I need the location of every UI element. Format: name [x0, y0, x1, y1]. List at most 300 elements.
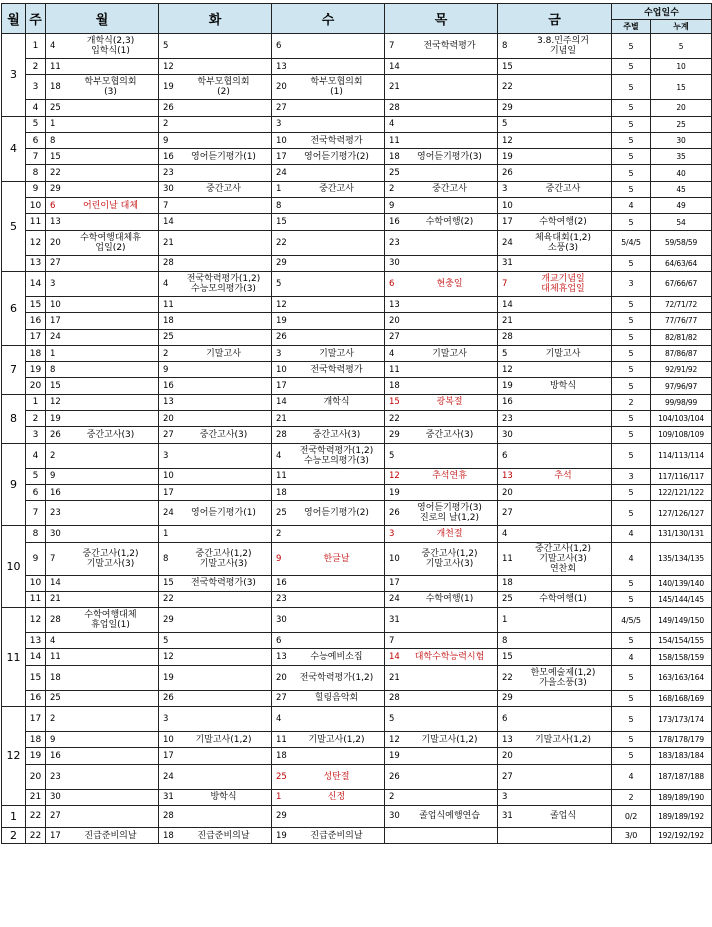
date-number: 28 — [502, 332, 513, 343]
date-number: 21 — [389, 82, 400, 93]
week-cell: 8 — [26, 165, 46, 181]
date-number: 4 — [50, 41, 56, 51]
weekly-days: 5 — [612, 732, 651, 748]
cumulative-days: 122/121/122 — [651, 484, 712, 500]
event-label: 추석연휴 — [432, 471, 467, 482]
date-number: 18 — [276, 750, 287, 761]
week-row — [2, 59, 712, 75]
date-number: 26 — [276, 332, 287, 343]
day-cell — [385, 789, 498, 805]
cumulative-days: 72/71/72 — [651, 296, 712, 312]
day-cell — [272, 132, 385, 148]
date-number: 15 — [50, 381, 61, 392]
weekly-days: 5 — [612, 665, 651, 690]
date-number: 6 — [502, 714, 508, 725]
date-number: 11 — [389, 364, 400, 375]
event-label: 수학여행대체휴 업일(2) — [80, 232, 141, 253]
event-label: 수학여행(1) — [425, 594, 474, 605]
date-number: 7 — [502, 278, 508, 289]
day-cell — [498, 411, 612, 427]
day-cell — [498, 748, 612, 764]
day-cell — [159, 608, 272, 633]
date-number: 7 — [389, 41, 395, 51]
day-cell — [498, 100, 612, 116]
day-cell — [159, 707, 272, 732]
week-cell: 13 — [26, 255, 46, 271]
date-number: 9 — [163, 364, 169, 375]
day-cell — [159, 34, 272, 59]
day-cell — [498, 296, 612, 312]
weekly-days: 4/5/5 — [612, 608, 651, 633]
cumulative-days: 183/183/184 — [651, 748, 712, 764]
day-cell — [46, 707, 159, 732]
day-cell — [159, 805, 272, 827]
day-cell — [498, 378, 612, 394]
week-row — [2, 181, 712, 197]
cumulative-days: 10 — [651, 59, 712, 75]
day-cell — [46, 59, 159, 75]
date-number: 15 — [50, 151, 61, 162]
week-cell: 19 — [26, 748, 46, 764]
day-cell — [159, 116, 272, 132]
date-number: 3 — [163, 714, 169, 725]
date-number: 27 — [276, 102, 287, 113]
month-cell: 2 — [2, 827, 26, 843]
date-number: 29 — [276, 811, 287, 822]
date-number: 18 — [389, 151, 400, 162]
event-label: 중간고사(3) — [425, 429, 474, 440]
date-number: 19 — [276, 315, 287, 326]
date-number: 19 — [389, 750, 400, 761]
event-label: 중간고사(3) — [199, 429, 248, 440]
day-cell — [272, 748, 385, 764]
date-number: 9 — [50, 471, 56, 482]
cumulative-days: 114/113/114 — [651, 443, 712, 468]
cumulative-days: 145/144/145 — [651, 591, 712, 607]
day-cell — [385, 329, 498, 345]
date-number: 7 — [163, 200, 169, 211]
date-number: 8 — [50, 364, 56, 375]
week-row — [2, 198, 712, 214]
date-number: 13 — [276, 61, 287, 72]
date-number: 21 — [276, 413, 287, 424]
date-number: 7 — [50, 553, 56, 564]
date-number: 8 — [50, 135, 56, 146]
week-cell: 9 — [26, 542, 46, 575]
week-cell: 18 — [26, 345, 46, 361]
day-cell — [385, 116, 498, 132]
event-label: 학부모협의회 (3) — [84, 77, 137, 98]
date-number: 28 — [163, 258, 174, 269]
cumulative-days: 5 — [651, 34, 712, 59]
event-label: 광복절 — [436, 397, 463, 408]
date-number: 25 — [163, 332, 174, 343]
day-cell — [385, 100, 498, 116]
event-label: 전국학력평가(1,2) 수능모의평가(3) — [186, 273, 261, 294]
date-number: 16 — [50, 487, 61, 498]
date-number: 1 — [50, 119, 56, 130]
event-label: 영어듣기평가(1) — [191, 508, 256, 519]
week-cell: 17 — [26, 329, 46, 345]
day-cell — [498, 329, 612, 345]
day-cell — [272, 75, 385, 100]
date-number: 16 — [502, 397, 513, 408]
day-cell — [498, 345, 612, 361]
event-label: 진급준비의날 — [197, 830, 250, 841]
day-cell — [272, 591, 385, 607]
date-number: 15 — [276, 217, 287, 228]
day-cell — [498, 59, 612, 75]
week-row — [2, 827, 712, 843]
day-cell — [159, 591, 272, 607]
date-number: 9 — [276, 553, 282, 564]
day-cell — [498, 690, 612, 706]
week-cell: 11 — [26, 214, 46, 230]
date-number: 19 — [50, 413, 61, 424]
date-number: 18 — [163, 315, 174, 326]
event-label: 성탄절 — [323, 771, 350, 782]
day-cell — [498, 665, 612, 690]
week-cell: 15 — [26, 296, 46, 312]
date-number: 13 — [502, 734, 513, 745]
event-label: 전국학력평가(3) — [191, 578, 256, 589]
day-cell — [385, 805, 498, 827]
weekly-days: 5 — [612, 501, 651, 526]
day-cell — [159, 132, 272, 148]
event-label: 개천절 — [436, 528, 463, 539]
weekly-days: 5 — [612, 345, 651, 361]
day-cell — [272, 255, 385, 271]
week-cell: 4 — [26, 443, 46, 468]
day-cell — [46, 633, 159, 649]
date-number: 10 — [163, 734, 174, 745]
day-cell — [46, 427, 159, 443]
event-label: 중간고사(1,2) 기말고사(3) — [195, 548, 252, 569]
cumulative-days: 40 — [651, 165, 712, 181]
weekly-days: 4 — [612, 198, 651, 214]
day-cell — [498, 313, 612, 329]
date-number: 26 — [502, 168, 513, 179]
weekly-days: 3 — [612, 468, 651, 484]
weekly-days: 4 — [612, 542, 651, 575]
day-cell — [498, 255, 612, 271]
day-cell — [385, 378, 498, 394]
day-cell — [159, 329, 272, 345]
cumulative-days: 173/173/174 — [651, 707, 712, 732]
day-cell — [46, 214, 159, 230]
month-cell: 12 — [2, 707, 26, 806]
week-row — [2, 649, 712, 665]
day-cell — [46, 827, 159, 843]
week-row — [2, 789, 712, 805]
event-label: 졸업식 — [549, 811, 577, 822]
day-cell — [159, 427, 272, 443]
event-label: 한모예술제(1,2) 가을소풍(3) — [530, 667, 596, 688]
event-label: 기말고사 — [432, 348, 467, 359]
day-cell — [385, 732, 498, 748]
date-number: 2 — [389, 792, 395, 803]
date-number: 28 — [389, 102, 400, 113]
week-cell: 9 — [26, 181, 46, 197]
date-number: 29 — [502, 693, 513, 704]
day-cell — [385, 575, 498, 591]
day-cell — [498, 362, 612, 378]
day-cell — [46, 230, 159, 255]
day-cell — [385, 75, 498, 100]
event-label: 기말고사(1,2) — [308, 734, 365, 745]
cumulative-days: 30 — [651, 132, 712, 148]
date-number: 17 — [163, 750, 174, 761]
week-cell: 11 — [26, 591, 46, 607]
date-number: 16 — [50, 750, 61, 761]
weekly-days: 5 — [612, 34, 651, 59]
day-cell — [272, 271, 385, 296]
date-number: 25 — [389, 168, 400, 179]
date-number: 11 — [50, 61, 61, 72]
day-cell — [385, 313, 498, 329]
day-cell — [46, 665, 159, 690]
date-number: 16 — [163, 381, 174, 392]
day-cell — [272, 149, 385, 165]
week-cell: 10 — [26, 198, 46, 214]
day-cell — [385, 501, 498, 526]
week-row — [2, 100, 712, 116]
day-cell — [159, 75, 272, 100]
day-cell — [385, 59, 498, 75]
cumulative-days: 49 — [651, 198, 712, 214]
week-row — [2, 707, 712, 732]
day-cell — [159, 378, 272, 394]
week-cell: 8 — [26, 526, 46, 542]
day-cell — [498, 75, 612, 100]
tue-header: 화 — [159, 4, 272, 34]
day-cell — [46, 484, 159, 500]
date-number: 23 — [502, 413, 513, 424]
event-label: 전국학력평가(1,2) — [299, 672, 374, 683]
day-cell — [46, 165, 159, 181]
cumulative-days: 109/108/109 — [651, 427, 712, 443]
date-number: 17 — [389, 578, 400, 589]
date-number: 10 — [276, 135, 287, 146]
date-number: 20 — [389, 315, 400, 326]
weekly-days: 5 — [612, 690, 651, 706]
event-label: 기말고사 — [319, 348, 354, 359]
date-number: 8 — [163, 553, 169, 564]
day-cell — [272, 59, 385, 75]
event-label: 신정 — [327, 792, 346, 803]
weekly-days: 5 — [612, 313, 651, 329]
date-number: 4 — [163, 278, 169, 289]
week-row — [2, 255, 712, 271]
weekly-days: 5/4/5 — [612, 230, 651, 255]
date-number: 25 — [50, 693, 61, 704]
cumulative-days: 104/103/104 — [651, 411, 712, 427]
day-cell — [272, 468, 385, 484]
day-cell — [385, 149, 498, 165]
date-number: 5 — [389, 450, 395, 461]
day-cell — [272, 296, 385, 312]
day-cell — [159, 345, 272, 361]
date-number: 6 — [389, 278, 395, 289]
weekly-days: 4 — [612, 526, 651, 542]
week-cell: 16 — [26, 690, 46, 706]
day-cell — [46, 313, 159, 329]
date-number: 19 — [276, 830, 287, 841]
date-number: 15 — [502, 61, 513, 72]
cumulative-days: 54 — [651, 214, 712, 230]
day-cell — [159, 362, 272, 378]
date-number: 3 — [389, 528, 395, 539]
event-label: 전국학력평가 — [310, 364, 363, 375]
day-cell — [46, 149, 159, 165]
day-cell — [498, 116, 612, 132]
date-number: 26 — [163, 102, 174, 113]
weekly-days: 5 — [612, 575, 651, 591]
day-cell — [498, 34, 612, 59]
event-label: 기말고사 — [206, 348, 241, 359]
cumulative-days: 87/86/87 — [651, 345, 712, 361]
week-row — [2, 690, 712, 706]
date-number: 18 — [163, 830, 174, 841]
week-cell: 1 — [26, 394, 46, 410]
day-cell — [46, 411, 159, 427]
date-number: 6 — [50, 200, 56, 211]
event-label: 대학수학능력시험 — [414, 652, 485, 663]
day-cell — [46, 732, 159, 748]
day-cell — [272, 633, 385, 649]
day-cell — [385, 255, 498, 271]
week-row — [2, 132, 712, 148]
weekly-days: 4 — [612, 649, 651, 665]
day-cell — [385, 362, 498, 378]
weekly-days: 3 — [612, 271, 651, 296]
week-row — [2, 427, 712, 443]
day-cell — [498, 468, 612, 484]
date-number: 30 — [389, 811, 400, 822]
cumulative-days: 117/116/117 — [651, 468, 712, 484]
week-row — [2, 633, 712, 649]
event-label: 3.8.민주의거 기념일 — [537, 36, 589, 56]
week-row — [2, 34, 712, 59]
date-number: 5 — [163, 41, 169, 51]
week-cell: 12 — [26, 230, 46, 255]
date-number: 10 — [502, 200, 513, 211]
day-cell — [498, 575, 612, 591]
day-cell — [272, 181, 385, 197]
day-cell — [46, 575, 159, 591]
date-number: 23 — [276, 594, 287, 605]
weekly-days: 0/2 — [612, 805, 651, 827]
day-cell — [46, 75, 159, 100]
date-number: 12 — [276, 299, 287, 310]
date-number: 27 — [163, 429, 174, 440]
event-label: 영어듣기평가(3) — [417, 151, 482, 162]
event-label: 기말고사(1,2) — [195, 734, 252, 745]
week-cell: 20 — [26, 378, 46, 394]
date-number: 29 — [50, 184, 61, 195]
date-number: 2 — [276, 528, 282, 539]
day-cell — [498, 484, 612, 500]
day-cell — [385, 707, 498, 732]
day-cell — [498, 181, 612, 197]
event-label: 방학식 — [210, 792, 237, 803]
date-number: 5 — [502, 119, 508, 130]
event-label: 영어듣기평가(3) 진로의 날(1,2) — [417, 503, 482, 524]
week-cell: 7 — [26, 149, 46, 165]
day-cell — [159, 649, 272, 665]
date-number: 31 — [502, 258, 513, 269]
day-cell — [46, 526, 159, 542]
day-cell — [498, 132, 612, 148]
cumulative-days: 178/178/179 — [651, 732, 712, 748]
week-cell: 12 — [26, 608, 46, 633]
week-row — [2, 378, 712, 394]
day-cell — [46, 805, 159, 827]
day-cell — [272, 764, 385, 789]
day-cell — [385, 181, 498, 197]
event-label: 중간고사(3) — [86, 429, 135, 440]
date-number: 14 — [50, 578, 61, 589]
day-cell — [498, 427, 612, 443]
event-label: 중간고사 — [206, 184, 241, 195]
week-cell: 20 — [26, 764, 46, 789]
cumulative-days: 64/63/64 — [651, 255, 712, 271]
week-cell: 10 — [26, 575, 46, 591]
day-cell — [385, 271, 498, 296]
day-cell — [159, 764, 272, 789]
date-number: 31 — [163, 792, 174, 803]
day-cell — [159, 575, 272, 591]
date-number: 22 — [50, 168, 61, 179]
event-label: 기말고사 — [545, 348, 581, 359]
day-cell — [385, 132, 498, 148]
date-number: 21 — [389, 672, 400, 683]
day-cell — [498, 633, 612, 649]
date-number: 6 — [502, 450, 508, 461]
date-number: 3 — [276, 119, 282, 130]
thu-header: 목 — [385, 4, 498, 34]
weekly-days: 5 — [612, 411, 651, 427]
event-label: 중간고사 — [545, 184, 581, 195]
date-number: 6 — [276, 635, 282, 646]
day-cell — [498, 501, 612, 526]
event-label: 수학여행(2) — [425, 217, 474, 228]
day-cell — [385, 443, 498, 468]
weekly-days: 5 — [612, 165, 651, 181]
date-number: 9 — [50, 734, 56, 745]
day-cell — [498, 165, 612, 181]
day-cell — [46, 764, 159, 789]
weekly-days: 5 — [612, 443, 651, 468]
day-cell — [46, 690, 159, 706]
event-label: 체육대회(1,2) 소풍(3) — [534, 232, 592, 253]
weekly-days: 5 — [612, 591, 651, 607]
day-cell — [272, 690, 385, 706]
date-number: 22 — [502, 672, 513, 683]
week-cell: 2 — [26, 411, 46, 427]
date-number: 18 — [502, 578, 513, 589]
event-label: 전국학력평가(1,2) 수능모의평가(3) — [299, 445, 374, 466]
cumulative-days: 149/149/150 — [651, 608, 712, 633]
week-row — [2, 575, 712, 591]
date-number: 18 — [50, 672, 61, 683]
date-number: 3 — [50, 278, 56, 289]
date-number: 20 — [502, 487, 513, 498]
event-label: 방학식 — [549, 381, 577, 392]
date-number: 30 — [50, 528, 61, 539]
week-cell: 15 — [26, 665, 46, 690]
date-number: 23 — [163, 168, 174, 179]
